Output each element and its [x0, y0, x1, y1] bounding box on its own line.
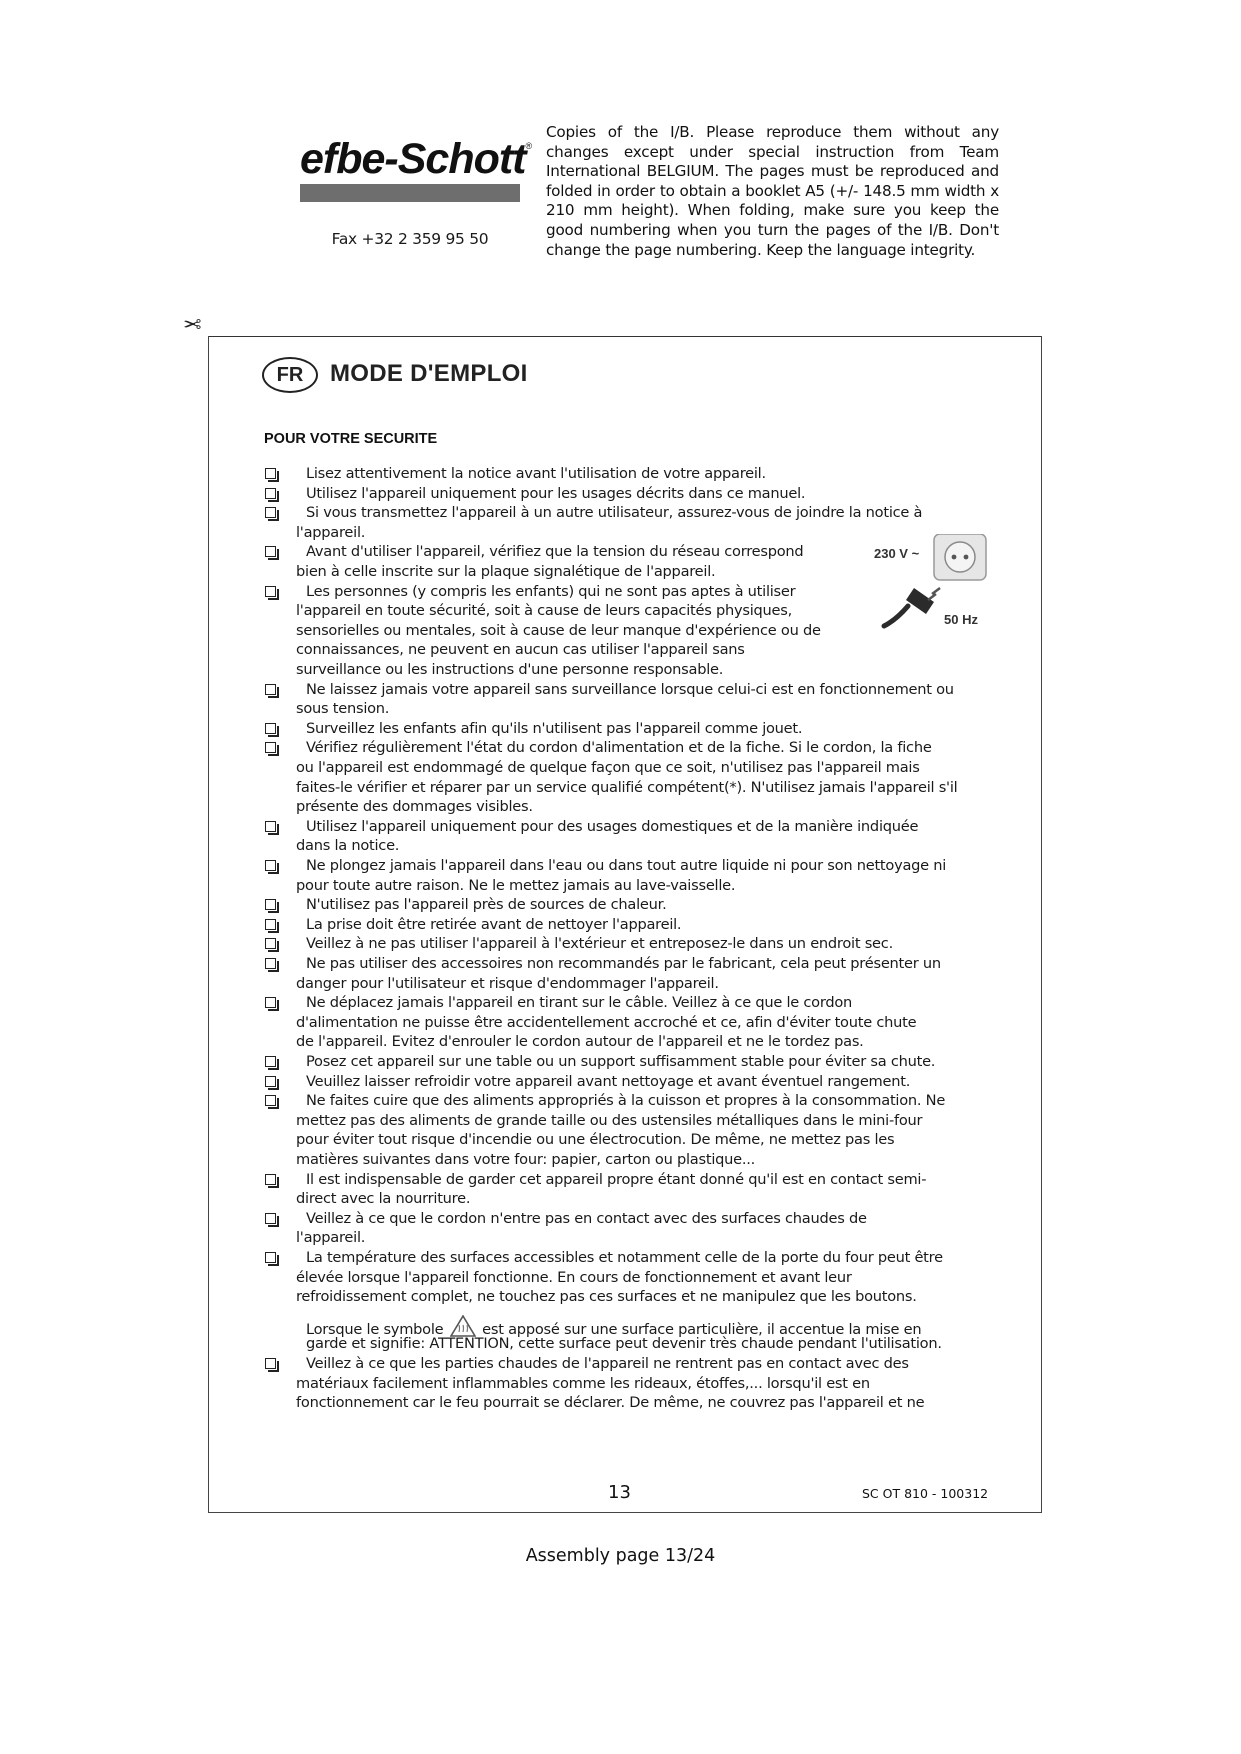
list-item-line: Lisez attentivement la notice avant l'utilisation de votre appareil.	[306, 465, 766, 482]
list-item-line: refroidissement complet, ne touchez pas ces surfaces et ne manipulez que les boutons.	[296, 1288, 917, 1306]
page-title: MODE D'EMPLOI	[330, 360, 528, 387]
list-item-line: connaissances, ne peuvent en aucun cas utiliser l'appareil sans	[296, 641, 745, 659]
list-item-line: dans la notice.	[296, 837, 400, 855]
reproduction-instructions: Copies of the I/B. Please reproduce them without any changes except under special instruction from Team International BELGIUM. The pages must be reproduced and folded in order to obtain a booklet A5 (+/- 148.5 mm width x 210 mm height). When folding, make sure you keep the good numbering when you turn the pages of the I/B. Don't change the page numbering. Keep the language integrity.	[546, 123, 999, 259]
plug-icon	[906, 588, 934, 614]
list-item-line: Ne faites cuire que des aliments appropriés à la cuisson et propres à la consommation. Ne	[306, 1092, 946, 1110]
list-item-line: Ne laissez jamais votre appareil sans surveillance lorsque celui-ci est en fonctionnement ou	[306, 680, 954, 698]
list-item-line: Vérifiez régulièrement l'état du cordon d'alimentation et de la fiche. Si le cordon, la fiche	[306, 739, 932, 757]
list-item-line: faites-le vérifier et réparer par un service qualifié compétent(*). N'utilisez jamais l'appareil s'il	[296, 778, 958, 796]
list-item-line: de l'appareil. Evitez d'enrouler le cordon autour de l'appareil et ne le tordez pas.	[296, 1033, 864, 1051]
list-item-line: mettez pas des aliments de grande taille ou des ustensiles métalliques dans le mini-four	[296, 1111, 923, 1129]
list-item-line: fonctionnement car le feu pourrait se déclarer. De même, ne couvrez pas l'appareil et ne	[296, 1394, 925, 1412]
list-item-line: surveillance ou les instructions d'une personne responsable.	[296, 660, 724, 678]
list-item-line: matériaux facilement inflammables comme les rideaux, étoffes,... lorsqu'il est en	[296, 1374, 870, 1392]
symbol-note-line2: garde et signifie: ATTENTION, cette surface peut devenir très chaude pendant l'utilisation.	[306, 1335, 942, 1353]
list-item-line: d'alimentation ne puisse être accidentellement accroché et ce, afin d'éviter toute chute	[296, 1013, 917, 1031]
page-number: 13	[608, 1482, 631, 1503]
list-item-line: présente des dommages visibles.	[296, 798, 533, 816]
scissors-icon: ✂	[183, 310, 202, 335]
page-frame	[208, 336, 1042, 1513]
list-item-line: ou l'appareil est endommagé de quelque façon que ce soit, n'utilisez pas l'appareil mais	[296, 758, 920, 776]
list-item-line: l'appareil.	[296, 523, 366, 541]
list-item-line: Surveillez les enfants afin qu'ils n'utilisent pas l'appareil comme jouet.	[306, 719, 803, 737]
logo-wordmark: efbe-Schott	[300, 135, 526, 183]
list-item-line: bien à celle inscrite sur la plaque signalétique de l'appareil.	[296, 562, 716, 580]
list-item-line: Veillez à ne pas utiliser l'appareil à l'extérieur et entreposez-le dans un endroit sec.	[306, 935, 893, 953]
list-item-line: sensorielles ou mentales, soit à cause de leur manque d'expérience ou de	[296, 621, 821, 639]
list-item-line: La température des surfaces accessibles et notamment celle de la porte du four peut être	[306, 1249, 943, 1266]
list-item-line: pour éviter tout risque d'incendie ou une électrocution. De même, ne mettez pas les	[296, 1131, 895, 1149]
list-item-line: Utilisez l'appareil uniquement pour les usages décrits dans ce manuel.	[306, 484, 806, 502]
list-item-line: sous tension.	[296, 700, 390, 718]
voltage-label: 230 V ~	[874, 546, 920, 561]
list-item-line: Veillez à ce que le cordon n'entre pas en contact avec des surfaces chaudes de	[306, 1209, 867, 1227]
list-item-line: Veillez à ce que les parties chaudes de l'appareil ne rentrent pas en contact avec des	[306, 1355, 909, 1372]
registered-mark: ®	[525, 141, 532, 151]
list-item-line: Ne déplacez jamais l'appareil en tirant sur le câble. Veillez à ce que le cordon	[306, 994, 853, 1012]
list-item-line: Il est indispensable de garder cet appareil propre étant donné qu'il est en contact semi-	[306, 1170, 927, 1188]
list-item-line: Ne pas utiliser des accessoires non recommandés par le fabricant, cela peut présenter un	[306, 955, 941, 972]
list-item-line: Avant d'utiliser l'appareil, vérifiez que la tension du réseau correspond	[306, 543, 804, 561]
list-item-line: Ne plongez jamais l'appareil dans l'eau ou dans tout autre liquide ni pour son nettoyage ni	[306, 857, 947, 874]
assembly-page-label: Assembly page 13/24	[525, 1546, 716, 1566]
language-badge: FR	[262, 357, 318, 393]
symbol-note-before: Lorsque le symbole	[306, 1320, 444, 1338]
list-item-line: Veuillez laisser refroidir votre appareil avant nettoyage et avant éventuel rangement.	[306, 1072, 911, 1090]
list-item-line: Utilisez l'appareil uniquement pour des usages domestiques et de la manière indiquée	[306, 817, 919, 835]
list-item-line: Si vous transmettez l'appareil à un autre utilisateur, assurez-vous de joindre la notice à	[306, 504, 923, 522]
list-item-line: danger pour l'utilisateur et risque d'endommager l'appareil.	[296, 974, 719, 992]
brand-logo	[300, 135, 532, 202]
logo-underline-bar	[300, 184, 520, 202]
plug-cable	[884, 606, 908, 626]
list-item-line: Posez cet appareil sur une table ou un support suffisamment stable pour éviter sa chute.	[306, 1053, 936, 1070]
symbol-note-after: est apposé sur une surface particulière, il accentue la mise en	[482, 1320, 922, 1338]
section-heading: POUR VOTRE SECURITE	[264, 431, 438, 447]
socket-face	[945, 542, 975, 572]
list-item-line: pour toute autre raison. Ne le mettez jamais au lave-vaisselle.	[296, 876, 736, 894]
list-item-line: direct avec la nourriture.	[296, 1190, 471, 1208]
list-item-line: élevée lorsque l'appareil fonctionne. En cours de fonctionnement et avant leur	[296, 1268, 852, 1286]
fax-number: Fax +32 2 359 95 50	[331, 230, 489, 248]
list-item-line: l'appareil.	[296, 1229, 366, 1247]
list-item-line: matières suivantes dans votre four: papier, carton ou plastique...	[296, 1150, 756, 1168]
list-item-line: Les personnes (y compris les enfants) qui ne sont pas aptes à utiliser	[306, 582, 796, 600]
model-code: SC OT 810 - 100312	[862, 1486, 989, 1501]
frequency-label: 50 Hz	[944, 612, 978, 627]
list-item-line: N'utilisez pas l'appareil près de sources de chaleur.	[306, 896, 667, 914]
list-item-line: l'appareil en toute sécurité, soit à cause de leurs capacités physiques,	[296, 602, 792, 620]
list-item-line: La prise doit être retirée avant de nettoyer l'appareil.	[306, 915, 682, 933]
